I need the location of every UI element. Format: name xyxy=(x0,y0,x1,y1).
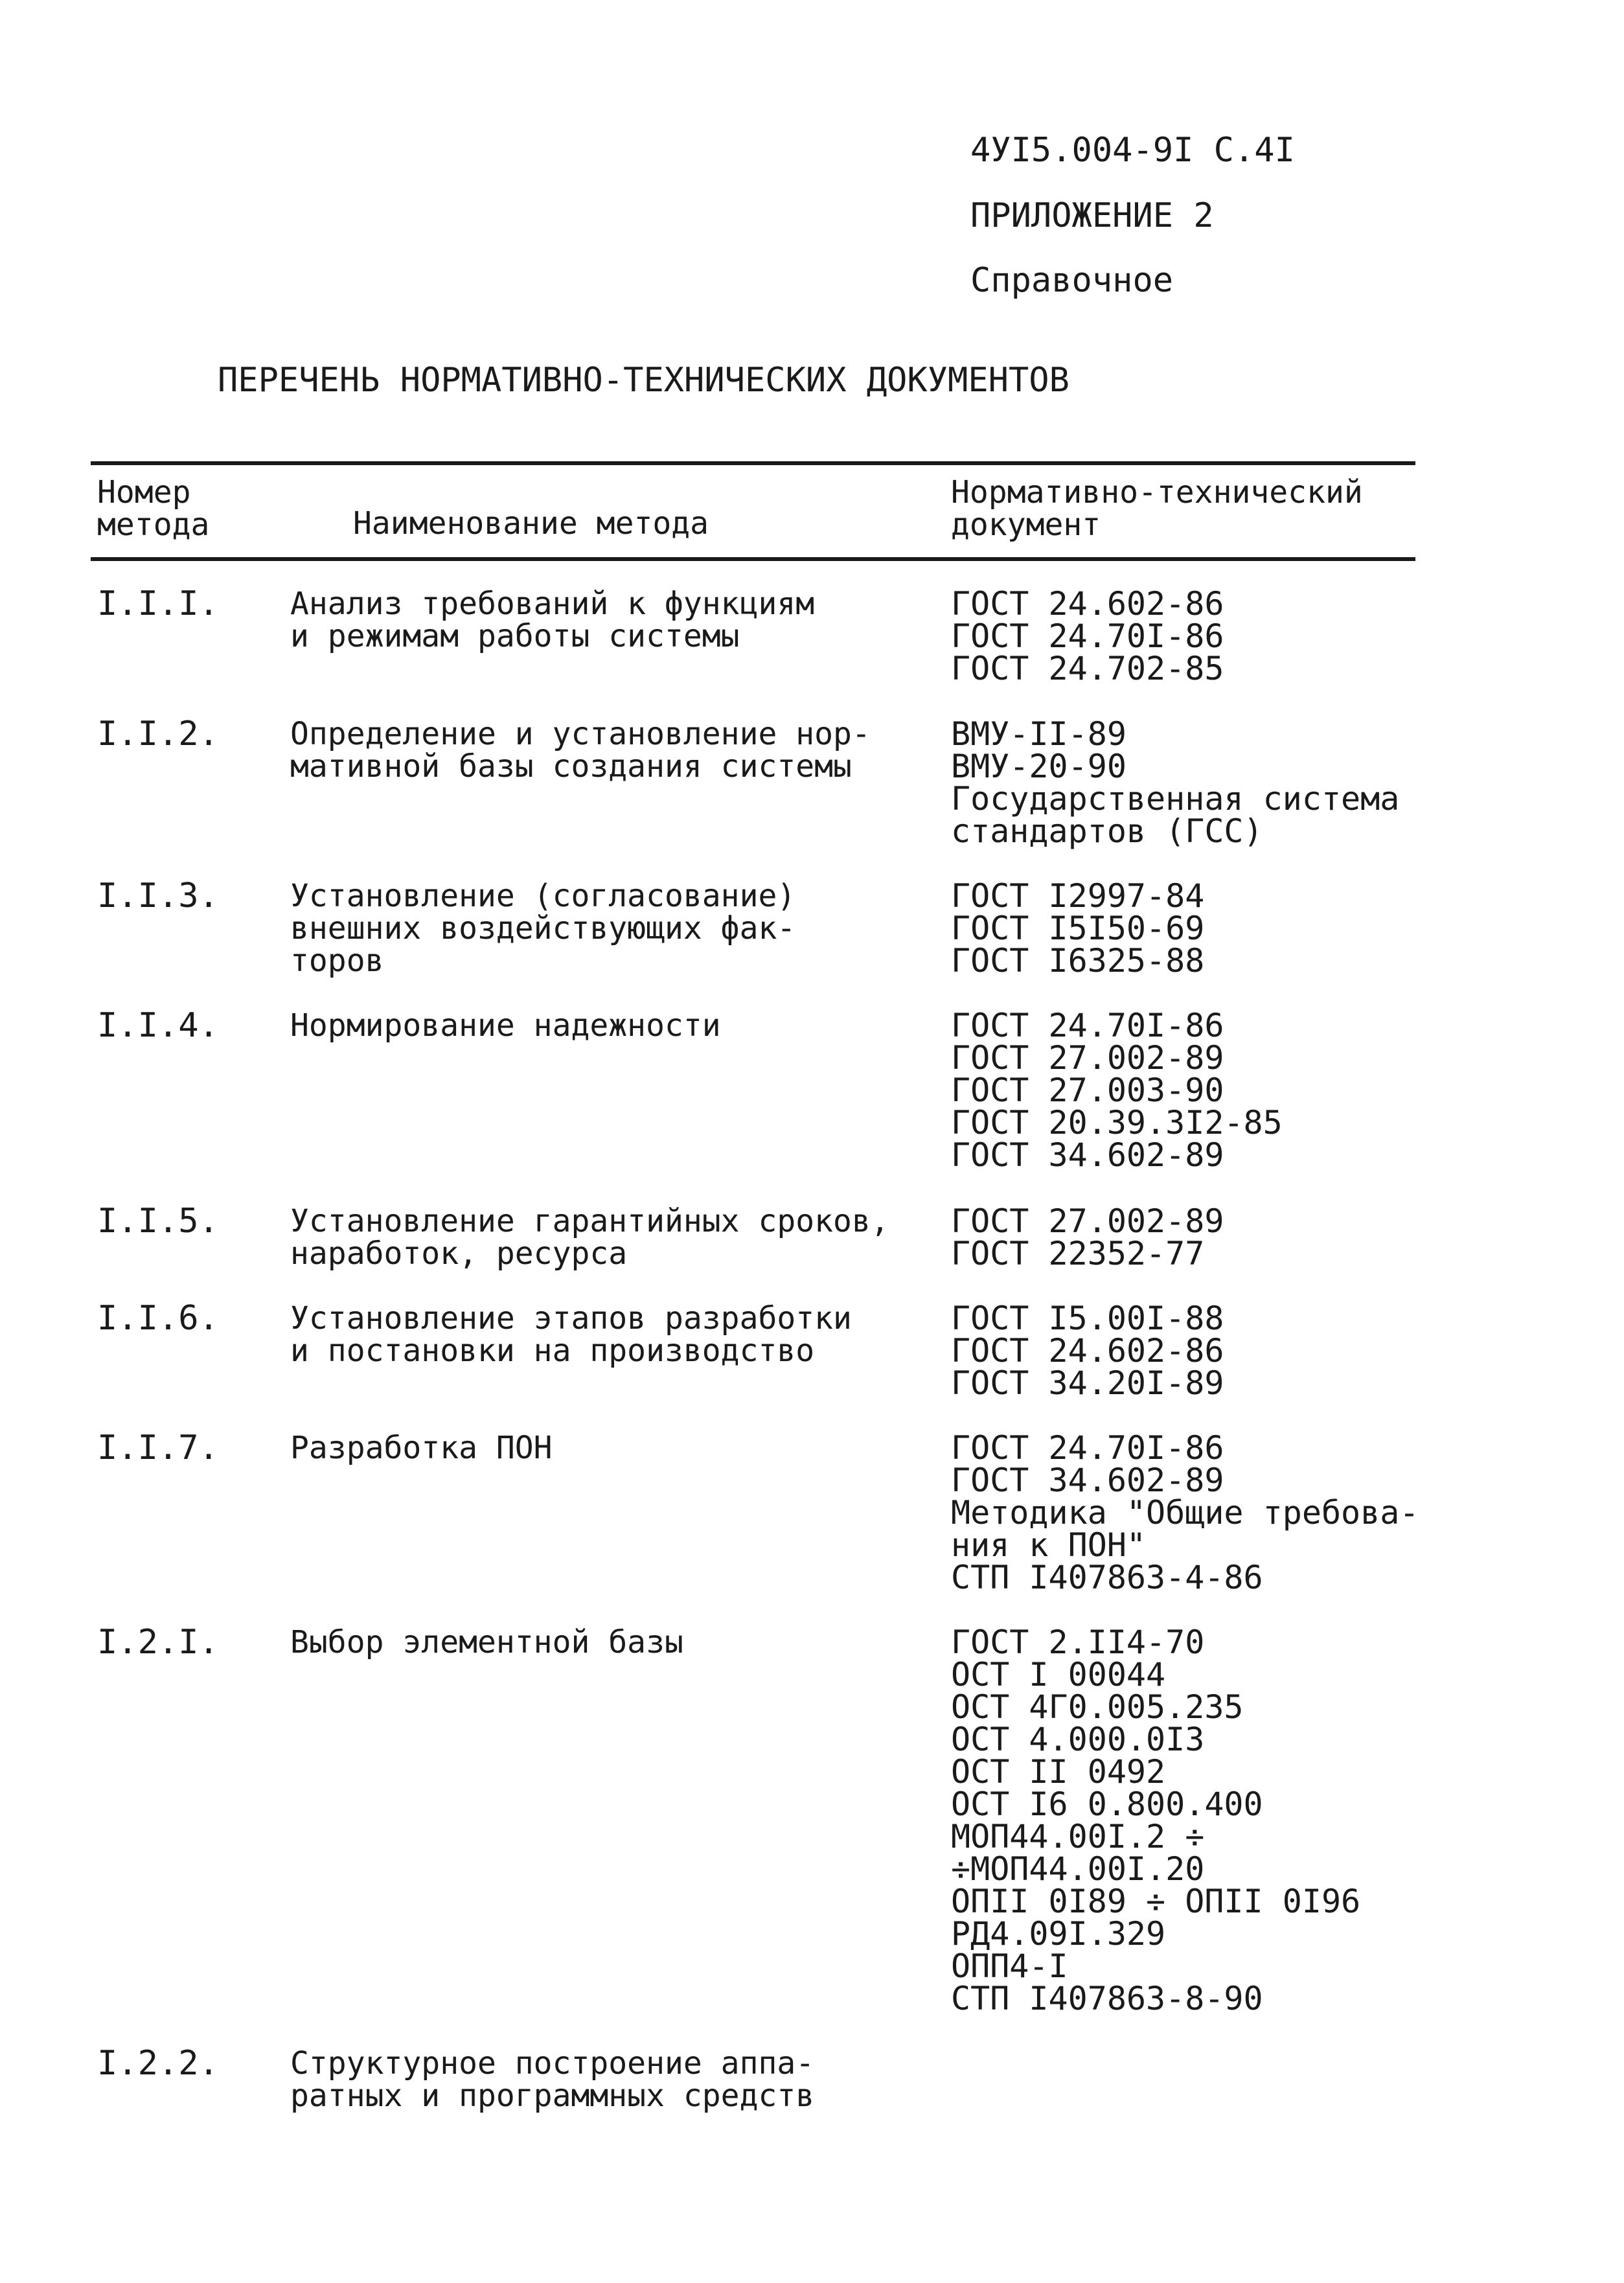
method-documents: ГОСТ 27.002-89 ГОСТ 22352-77 xyxy=(951,1202,1224,1272)
method-number: I.I.7. xyxy=(97,1428,219,1467)
appendix-label: ПРИЛОЖЕНИЕ 2 xyxy=(970,196,1214,235)
method-name: Нормирование надежности xyxy=(290,1007,721,1044)
column-header-document: Нормативно-технический документ xyxy=(951,474,1363,543)
method-name: Установление гарантийных сроков, наработок, ресурса xyxy=(290,1203,889,1272)
method-name: Установление (согласование) внешних воздействующих фак- торов xyxy=(290,878,796,979)
method-number: I.I.3. xyxy=(97,877,219,915)
method-number: I.I.2. xyxy=(97,715,219,753)
method-number: I.I.5. xyxy=(97,1202,219,1241)
method-name: Разработка ПОН xyxy=(290,1430,553,1466)
method-number: I.I.4. xyxy=(97,1006,219,1045)
method-name: Анализ требований к функциям и режимам работы системы xyxy=(290,586,815,654)
method-number: I.I.I. xyxy=(97,584,219,623)
list-title: ПЕРЕЧЕНЬ НОРМАТИВНО-ТЕХНИЧЕСКИХ ДОКУМЕНТОВ xyxy=(218,361,1069,400)
method-documents: ГОСТ I2997-84 ГОСТ I5I50-69 ГОСТ I6325-88 xyxy=(951,877,1205,980)
method-documents: ГОСТ I5.00I-88 ГОСТ 24.602-86 ГОСТ 34.20I-89 xyxy=(951,1300,1224,1402)
method-name: Выбор элементной базы xyxy=(290,1624,683,1660)
document-code: 4УI5.004-9I С.4I xyxy=(970,131,1295,170)
method-number: I.I.6. xyxy=(97,1299,219,1338)
method-documents: ВМУ-II-89 ВМУ-20-90 Государственная система стандартов (ГСС) xyxy=(951,715,1400,850)
method-documents: ГОСТ 24.70I-86 ГОСТ 34.602-89 Методика "Общие требова- ния к ПОН" СТП I407863-4-86 xyxy=(951,1429,1419,1596)
method-name: Структурное построение аппа- ратных и программных средств xyxy=(290,2045,815,2114)
method-documents: ГОСТ 24.602-86 ГОСТ 24.70I-86 ГОСТ 24.702-85 xyxy=(951,585,1224,687)
method-name: Установление этапов разработки и постановки на производство xyxy=(290,1300,852,1369)
method-number: I.2.2. xyxy=(97,2044,219,2083)
table-header-rule xyxy=(91,557,1415,561)
table-top-rule xyxy=(91,461,1415,465)
method-name: Определение и установление нор- мативной базы создания системы xyxy=(290,716,871,785)
reference-label: Справочное xyxy=(970,261,1174,300)
column-header-number: Номер метода xyxy=(97,474,210,543)
method-documents: ГОСТ 24.70I-86 ГОСТ 27.002-89 ГОСТ 27.003-90 ГОСТ 20.39.3I2-85 ГОСТ 34.602-89 xyxy=(951,1007,1283,1174)
method-number: I.2.I. xyxy=(97,1623,219,1662)
column-header-name: Наименование метода xyxy=(353,505,709,542)
method-documents: ГОСТ 2.II4-70 ОСТ I 00044 ОСТ 4Г0.005.235 ОСТ 4.000.0I3 ОСТ II 0492 ОСТ I6 0.800.400 МОП44.00I.2 ÷ ÷МОП44.00I.20 ОПII 0I89 ÷ ОПII 0I96 РД4.09I.329 ОПП4-I СТП I407863-8-90 xyxy=(951,1623,1361,2017)
